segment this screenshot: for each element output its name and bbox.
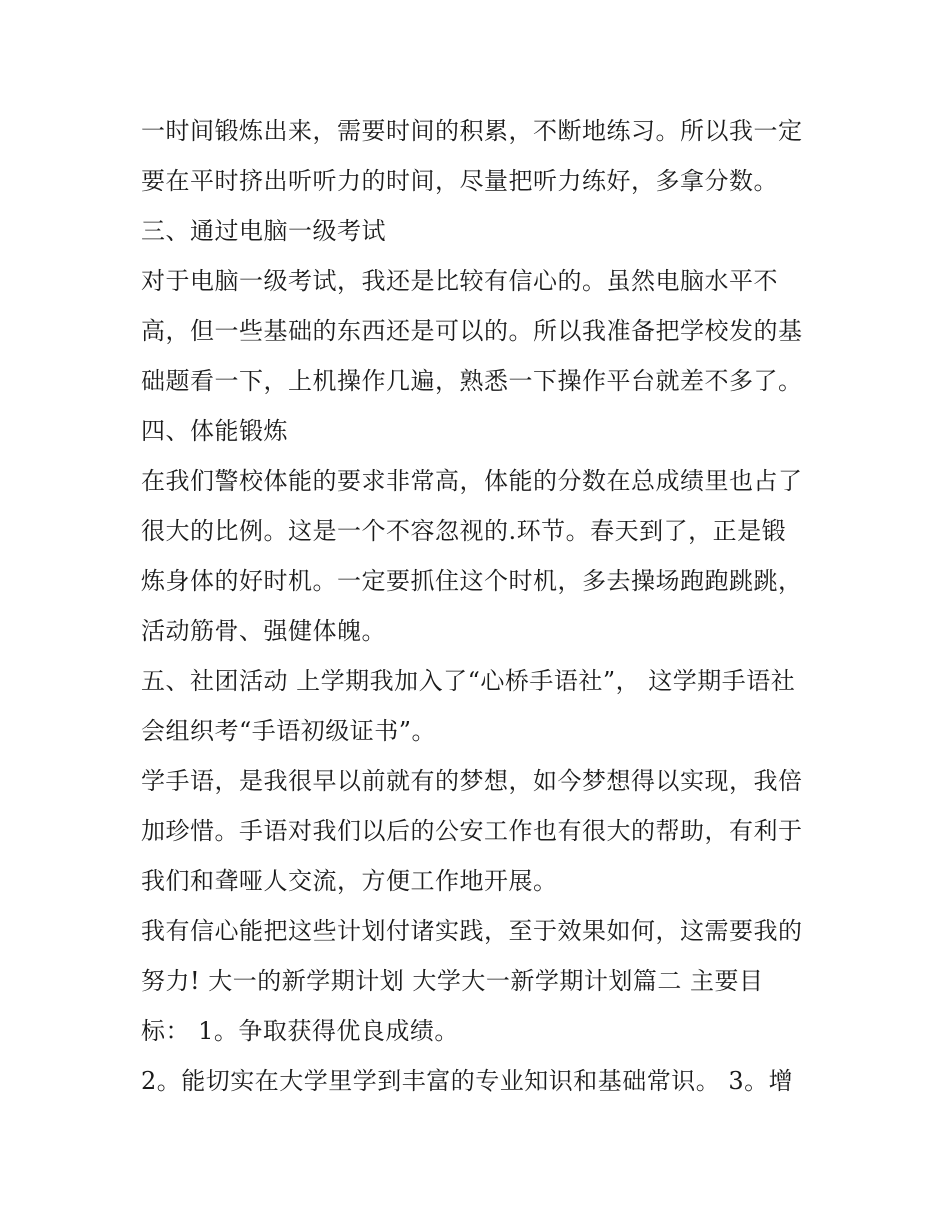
text-line-4: 对于电脑一级考试，我还是比较有信心的。虽然电脑水平不 — [141, 267, 778, 295]
text-line-15: 加珍惜。手语对我们以后的公安工作也有很大的帮助，有利于 — [141, 817, 803, 845]
section-heading-5: 五、社团活动 上学期我加入了“心桥手语社”， 这学期手语社 — [141, 667, 796, 695]
text-line-6: 础题看一下，上机操作几遍，熟悉一下操作平台就差不多了。 — [141, 367, 803, 395]
text-line-17: 我有信心能把这些计划付诸实践，至于效果如何，这需要我的 — [141, 917, 803, 945]
text-line-8: 在我们警校体能的要求非常高，体能的分数在总成绩里也占了 — [141, 467, 803, 495]
section-heading-3: 三、通过电脑一级考试 — [141, 217, 386, 245]
text-line-20: 2。能切实在大学里学到丰富的专业知识和基础常识。 3。增 — [141, 1067, 794, 1095]
text-line-11: 活动筋骨、强健体魄。 — [141, 617, 386, 645]
text-line-2: 要在平时挤出听听力的时间，尽量把听力练好，多拿分数。 — [141, 167, 778, 195]
text-line-9: 很大的比例。这是一个不容忽视的.环节。春天到了，正是锻 — [141, 517, 787, 545]
text-line-18: 努力! 大一的新学期计划 大学大一新学期计划篇二 主要目 — [141, 967, 764, 995]
text-line-13: 会组织考“手语初级证书”。 — [141, 717, 437, 745]
text-line-14: 学手语，是我很早以前就有的梦想，如今梦想得以实现，我倍 — [141, 767, 803, 795]
text-line-5: 高，但一些基础的东西还是可以的。所以我准备把学校发的基 — [141, 317, 803, 345]
text-line-10: 炼身体的好时机。一定要抓住这个时机，多去操场跑跑跳跳， — [141, 567, 803, 595]
text-line-19: 标： 1。争取获得优良成绩。 — [141, 1017, 459, 1045]
text-line-1: 一时间锻炼出来，需要时间的积累，不断地练习。所以我一定 — [141, 117, 803, 145]
text-line-16: 我们和聋哑人交流，方便工作地开展。 — [141, 867, 558, 895]
section-heading-4: 四、体能锻炼 — [141, 417, 288, 445]
